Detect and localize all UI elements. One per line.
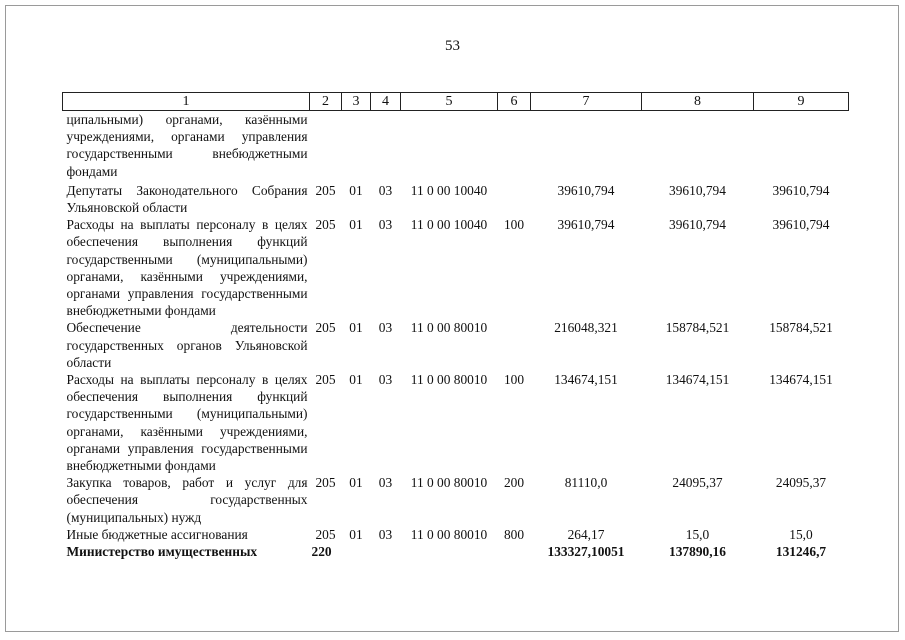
table-row (63, 111, 849, 180)
row-expense-type (498, 180, 531, 216)
row-subsection: 03 (378, 372, 393, 388)
row-expense-type (498, 111, 531, 180)
row-amount-year2: 39610,794 (669, 217, 726, 233)
row-amount-year1 (531, 111, 642, 180)
row-section (342, 111, 371, 180)
row-section: 01 (349, 182, 363, 198)
row-subsection: 03 (378, 475, 393, 491)
row-section: 01 (349, 372, 363, 388)
row-section: 01 (349, 217, 363, 233)
row-amount-year2: 24095,37 (672, 475, 723, 491)
row-amount-year3: 39610,794 (772, 182, 830, 198)
row-amount-year3: 131246,7 (775, 544, 827, 560)
row-section: 01 (349, 320, 363, 336)
row-name: Иные бюджетные ассигнования (66, 526, 248, 542)
row-expense-type (498, 319, 531, 371)
budget-table (62, 92, 849, 560)
row-section (342, 543, 371, 560)
row-expense-type: 100 (503, 217, 525, 233)
row-amount-year1: 264,17 (567, 526, 605, 542)
column-header-2: 2 (310, 93, 342, 111)
row-target-article (401, 111, 498, 180)
column-header-3: 3 (342, 93, 371, 111)
row-amount-year1: 133327,10051 (547, 544, 625, 560)
row-expense-type: 100 (503, 372, 525, 388)
table-row (63, 216, 849, 319)
table-row (63, 474, 849, 526)
row-section: 01 (349, 475, 363, 491)
row-ministry-code: 205 (315, 526, 336, 542)
row-amount-year2 (642, 111, 754, 180)
row-target-article: 11 0 00 80010 (410, 372, 488, 388)
row-amount-year3: 39610,794 (772, 217, 830, 233)
table-row (63, 371, 849, 474)
table-row (63, 180, 849, 216)
row-expense-type: 800 (503, 526, 525, 542)
row-target-article: 11 0 00 80010 (410, 526, 488, 542)
header-row (63, 93, 849, 111)
column-header-8: 8 (642, 93, 754, 111)
table-row (63, 526, 849, 543)
row-target-article (401, 543, 498, 560)
row-amount-year3: 134674,151 (769, 372, 833, 388)
column-header-6: 6 (498, 93, 531, 111)
row-name: Министерство имущественных (66, 544, 258, 560)
row-amount-year2: 158784,521 (665, 320, 730, 336)
row-amount-year1: 39610,794 (557, 182, 615, 198)
row-target-article: 11 0 00 10040 (410, 182, 488, 198)
row-target-article: 11 0 00 10040 (410, 217, 488, 233)
column-header-9: 9 (754, 93, 849, 111)
column-header-4: 4 (371, 93, 401, 111)
row-ministry-code: 205 (315, 217, 336, 233)
row-name: Депутаты Законодательного Собрания Ульяновской области (66, 182, 308, 216)
row-amount-year3: 158784,521 (769, 320, 833, 336)
table-row (63, 319, 849, 371)
row-subsection: 03 (378, 320, 393, 336)
row-amount-year2: 137890,16 (669, 544, 726, 560)
row-amount-year3 (754, 111, 849, 180)
row-amount-year3: 15,0 (789, 526, 813, 542)
row-amount-year1: 216048,321 (554, 320, 618, 336)
page-number: 53 (445, 38, 460, 54)
row-name: ципальными) органами, казёнными учреждениями, органами управления государственными внебюджетными фондами (66, 112, 308, 179)
row-amount-year2: 15,0 (685, 526, 710, 542)
row-expense-type: 200 (503, 475, 525, 491)
row-ministry-code: 205 (315, 372, 336, 388)
column-header-1: 1 (63, 93, 310, 111)
row-amount-year2: 134674,151 (665, 372, 730, 388)
row-subsection: 03 (378, 526, 393, 542)
row-name: Обеспечение деятельности государственных органов Ульяновской области (66, 320, 308, 370)
row-ministry-code (310, 111, 342, 180)
row-ministry-code: 205 (315, 182, 336, 198)
row-section: 01 (349, 526, 363, 542)
column-header-7: 7 (531, 93, 642, 111)
row-amount-year1: 134674,151 (554, 372, 618, 388)
row-ministry-code: 205 (315, 475, 336, 491)
row-ministry-code: 220 (311, 544, 332, 560)
row-subsection: 03 (378, 182, 393, 198)
row-subsection: 03 (378, 217, 393, 233)
row-target-article: 11 0 00 80010 (410, 475, 488, 491)
column-header-5: 5 (401, 93, 498, 111)
row-target-article: 11 0 00 80010 (410, 320, 488, 336)
row-amount-year2: 39610,794 (669, 182, 726, 198)
row-subsection (371, 543, 401, 560)
row-amount-year1: 39610,794 (557, 217, 615, 233)
row-name: Расходы на выплаты персоналу в целях обеспечения выполнения функций государственными (муниципальными) органами, казёнными учреждениями, органами управления государственными внебюджетными фондами (66, 372, 308, 474)
row-amount-year3: 24095,37 (775, 475, 827, 491)
row-amount-year1: 81110,0 (564, 475, 608, 491)
row-name: Закупка товаров, работ и услуг для обеспечения государственных (муниципальных) нужд (66, 475, 308, 525)
row-expense-type (498, 543, 531, 560)
row-subsection (371, 111, 401, 180)
table-row (63, 543, 849, 560)
row-ministry-code: 205 (315, 320, 336, 336)
row-name: Расходы на выплаты персоналу в целях обеспечения выполнения функций государственными (муниципальными) органами, казёнными учреждениями, органами управления государственными внебюджетными фондами (66, 217, 308, 319)
